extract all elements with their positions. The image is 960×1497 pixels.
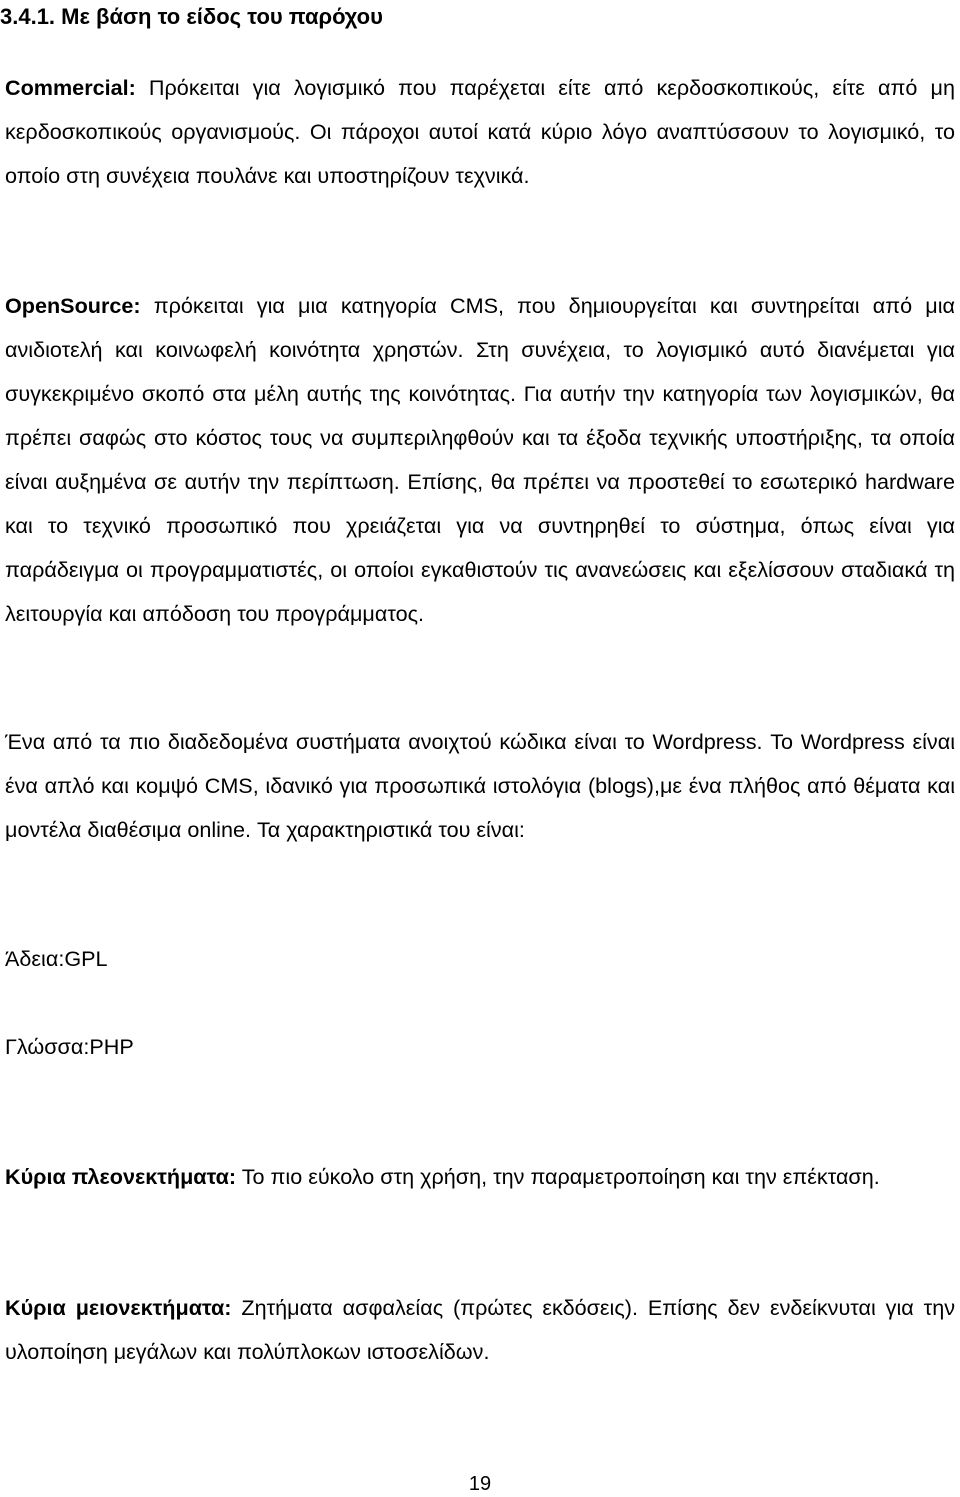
commercial-paragraph bbox=[5, 66, 955, 198]
wordpress-text: Ένα από τα πιο διαδεδομένα συστήματα ανοιχτού κώδικα είναι το Wordpress. Το Wordpress είναι ένα απλό και κομψό CMS, ιδανικό για προσωπικά ιστολόγια (blogs),με ένα πλήθος από θέματα και μοντέλα διαθέσιμα online. Τα χαρακτηριστικά του είναι: bbox=[5, 729, 955, 842]
language-line: Γλώσσα:PHP bbox=[5, 1034, 134, 1059]
commercial-text: Πρόκειται για λογισμικό που παρέχεται είτε από κερδοσκοπικούς, είτε από μη κερδοσκοπικούς οργανισμούς. Οι πάροχοι αυτοί κατά κύριο λόγο αναπτύσσουν το λογισμικό, το οποίο στη συνέχεια πουλάνε και υποστηρίζουν τεχνικά. bbox=[5, 75, 955, 188]
advantages-text: Το πιο εύκολο στη χρήση, την παραμετροποίηση και την επέκταση. bbox=[236, 1164, 880, 1189]
disadvantages-paragraph bbox=[5, 1286, 955, 1374]
section-heading: 3.4.1. Με βάση το είδος του παρόχου bbox=[0, 4, 383, 29]
disadvantages-term: Κύρια μειονεκτήματα: bbox=[5, 1295, 232, 1320]
page-number: 19 bbox=[468, 1473, 492, 1495]
opensource-paragraph bbox=[5, 284, 955, 636]
disadvantages-text: Ζητήματα ασφαλείας (πρώτες εκδόσεις). Επίσης δεν ενδείκνυται για την υλοποίηση μεγάλων και πολύπλοκων ιστοσελίδων. bbox=[5, 1295, 956, 1364]
advantages-paragraph bbox=[5, 1155, 955, 1199]
opensource-text: πρόκειται για μια κατηγορία CMS, που δημιουργείται και συντηρείται από μια ανιδιοτελή και κοινωφελή κοινότητα χρηστών. Στη συνέχεια, το λογισμικό αυτό διανέμεται για συγκεκριμένο σκοπό στα μέλη αυτής της κοινότητας. Για αυτήν την κατηγορία των λογισμικών, θα πρέπει σαφώς στο κόστος τους να συμπεριληφθούν και τα έξοδα τεχνικής υποστήριξης, τα οποία είναι αυξημένα σε αυτήν την περίπτωση. Επίσης, θα πρέπει να προστεθεί το εσωτερικό hardware και το τεχνικό προσωπικό που χρειάζεται για να συντηρηθεί το σύστημα, όπως είναι για παράδειγμα οι προγραμματιστές, οι οποίοι εγκαθιστούν τις ανανεώσεις και εξελίσσουν σταδιακά τη λειτουργία και απόδοση του προγράμματος. bbox=[5, 293, 955, 626]
opensource-term: OpenSource: bbox=[5, 293, 141, 318]
wordpress-paragraph bbox=[5, 720, 955, 852]
commercial-term: Commercial: bbox=[5, 75, 136, 100]
license-line: Άδεια:GPL bbox=[5, 946, 108, 971]
advantages-term: Κύρια πλεονεκτήματα: bbox=[5, 1164, 237, 1189]
